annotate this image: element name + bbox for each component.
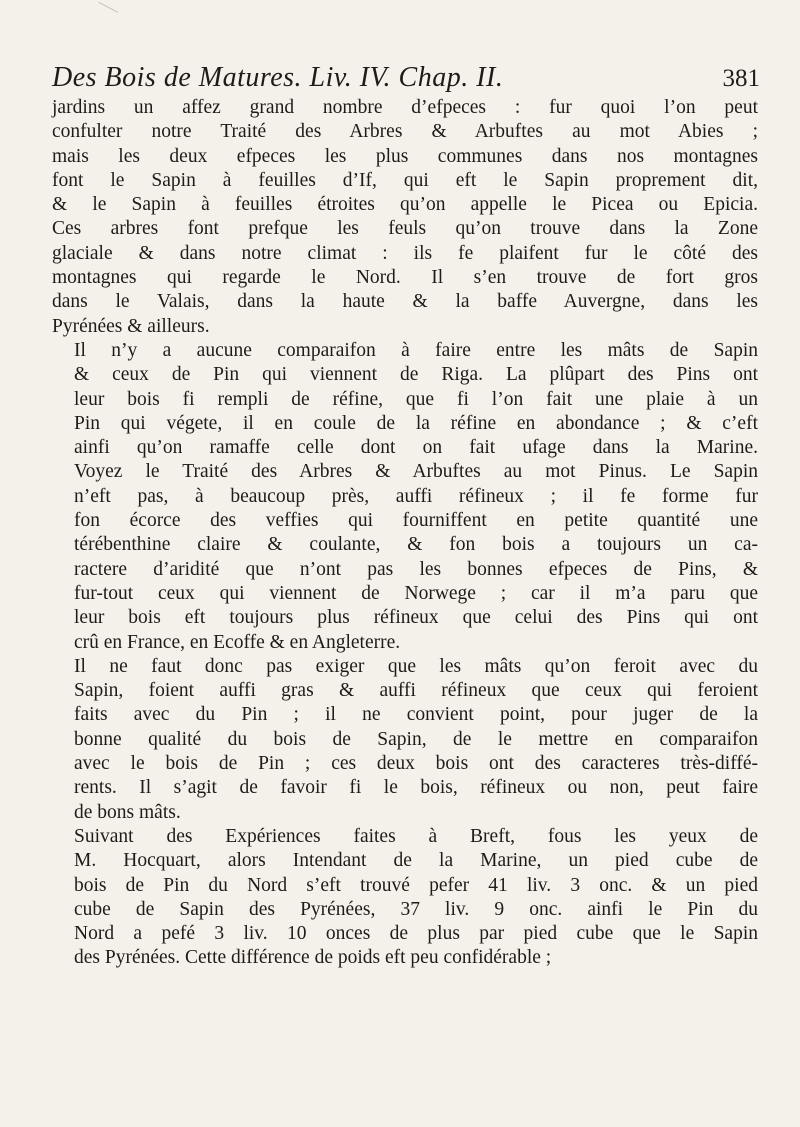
text-line: confulter notre Traité des Arbres & Arbuftes au mot Abies ; [52,121,758,143]
text-line: mais les deux efpeces les plus communes dans nos montagnes [52,145,758,167]
text-line: ainfi qu’on ramaffe celle dont on fait ufage dans la Marine. [74,437,758,459]
text-line: Il n’y a aucune comparaifon à faire entre les mâts de Sapin [74,339,758,361]
text-line: font le Sapin à feuilles d’If, qui eft le Sapin proprement dit, [52,169,758,191]
text-line: montagnes qui regarde le Nord. Il s’en trouve de fort gros [52,267,758,289]
text-line: Ces arbres font prefque les feuls qu’on trouve dans la Zone [52,218,758,240]
text-line: & le Sapin à feuilles étroites qu’on appelle le Picea ou Epicia. [52,194,758,216]
text-line: n’eft pas, à beaucoup près, auffi réfineux ; il fe forme fur [74,485,758,507]
text-line: M. Hocquart, alors Intendant de la Marine, un pied cube de [74,850,758,872]
text-line: Sapin, foient auffi gras & auffi réfineux que ceux qui feroient [74,680,758,702]
text-line: bonne qualité du bois de Sapin, de le mettre en comparaifon [74,728,758,750]
text-line: fon écorce des veffies qui fourniffent en petite quantité une [74,510,758,532]
text-line: Pyrénées & ailleurs. [52,315,210,337]
text-line: glaciale & dans notre climat : ils fe plaifent fur le côté des [52,242,758,264]
text-line: des Pyrénées. Cette différence de poids eft peu confidérable ; [74,947,552,969]
text-line: Nord a pefé 3 liv. 10 onces de plus par pied cube que le Sapin [74,923,758,945]
page-number: 381 [722,65,760,92]
text-line: bois de Pin du Nord s’eft trouvé pefer 41 liv. 3 onc. & un pied [74,874,758,896]
paragraph [52,339,758,655]
text-line: fur-tout ceux qui viennent de Norwege ; car il m’a paru que [74,582,758,604]
text-line: leur bois eft toujours plus réfineux que celui des Pins qui ont [74,607,758,629]
paragraph [52,825,758,971]
paragraph [52,96,758,339]
body-text [52,96,758,971]
text-line: avec le bois de Pin ; ces deux bois ont des caracteres très-diffé- [74,753,758,775]
text-line: cube de Sapin des Pyrénées, 37 liv. 9 onc. ainfi le Pin du [74,898,758,920]
text-line: Suivant des Expériences faites à Breft, fous les yeux de [74,825,758,847]
text-line: Pin qui végete, il en coule de la réfine en abondance ; & c’eft [74,412,758,434]
text-line: leur bois fi rempli de réfine, que fi l’on fait une plaie à un [74,388,758,410]
text-line: de bons mâts. [74,801,181,823]
text-line: dans le Valais, dans la haute & la baffe Auvergne, dans les [52,291,758,313]
text-line: crû en France, en Ecoffe & en Angleterre. [74,631,401,653]
paragraph [52,655,758,825]
text-line: térébenthine claire & coulante, & fon bois a toujours un ca- [74,534,758,556]
text-line: & ceux de Pin qui viennent de Riga. La plûpart des Pins ont [74,364,758,386]
page-smudge [92,2,118,26]
text-line: ractere d’aridité que n’ont pas les bonnes efpeces de Pins, & [74,558,758,580]
text-line: Il ne faut donc pas exiger que les mâts qu’on feroit avec du [74,655,758,677]
text-line: jardins un affez grand nombre d’efpeces : fur quoi l’on peut [52,97,758,118]
text-line: Voyez le Traité des Arbres & Arbuftes au mot Pinus. Le Sapin [74,461,758,483]
running-title: Des Bois de Matures. Liv. IV. Chap. II. [52,62,504,93]
text-line: faits avec du Pin ; il ne convient point, pour juger de la [74,704,758,726]
text-line: rents. Il s’agit de favoir fi le bois, réfineux ou non, peut faire [74,777,758,799]
page-header [52,62,760,94]
